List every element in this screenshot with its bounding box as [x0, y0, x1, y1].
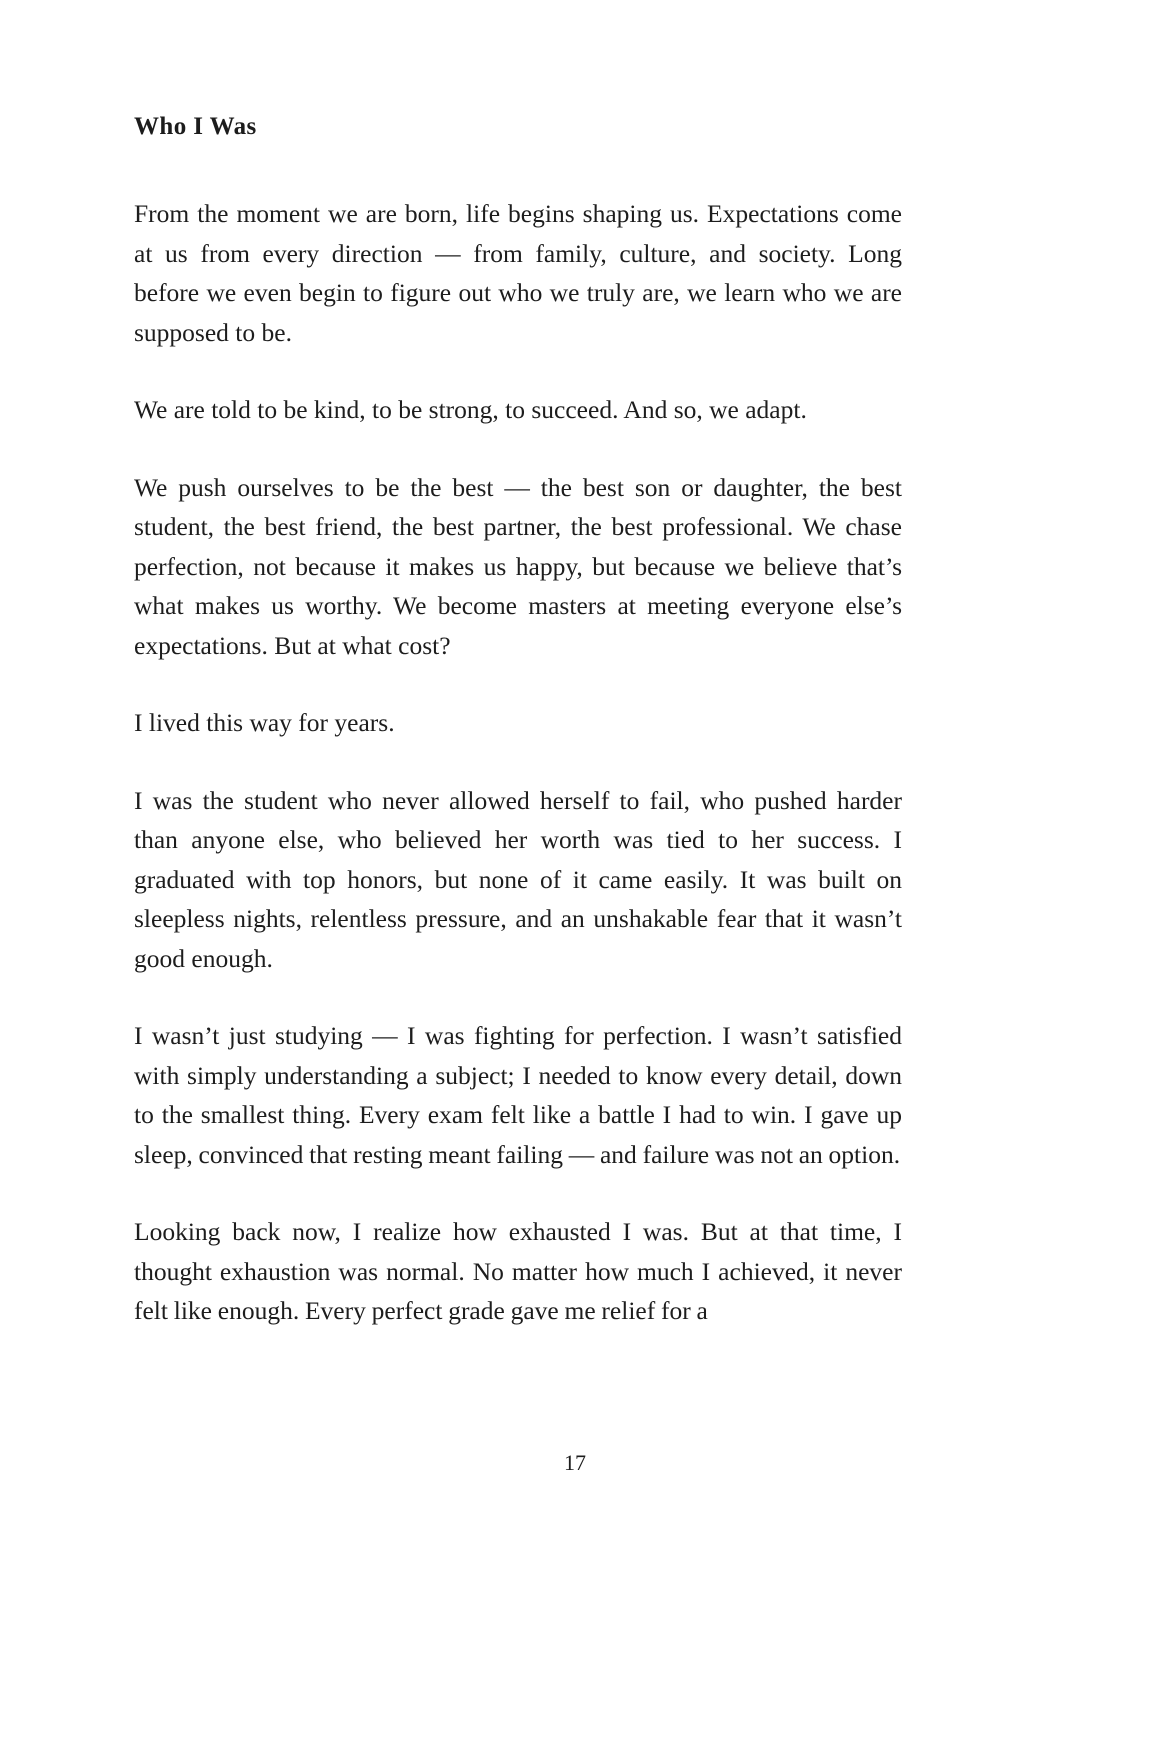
text-column [134, 112, 902, 1331]
body-paragraph-2: We are told to be kind, to be strong, to succeed. And so, we adapt. [134, 395, 807, 424]
body-paragraph-5: I was the student who never allowed herself to fail, who pushed harder than anyone else, who believed her worth was tied to her success. I graduated with top honors, but none of it came easily. It was built on sleepless nights, relentless pressure, and an unshakable fear that it wasn’t good enough. [134, 785, 902, 973]
page-title: Who I Was [134, 113, 257, 140]
body-paragraph-3: We push ourselves to be the best — the best son or daughter, the best student, the best friend, the best partner, the best professional. We chase perfection, not because it makes us happy, but because we believe that’s what makes us worthy. We become masters at meeting everyone else’s expectations. But at what cost? [134, 472, 902, 660]
body-paragraph-1: From the moment we are born, life begins shaping us. Expectations come at us from every direction — from family, culture, and society. Long before we even begin to figure out who we truly are, we learn who we are supposed to be. [134, 199, 902, 347]
body-paragraph-6: I wasn’t just studying — I was fighting for perfection. I wasn’t satisfied with simply understanding a subject; I needed to know every detail, down to the smallest thing. Every exam felt like a battle I had to win. I gave up sleep, convinced that resting meant failing — and failure was not an option. [134, 1021, 902, 1169]
page-number: 17 [564, 1450, 586, 1475]
body-paragraph-7: Looking back now, I realize how exhausted I was. But at that time, I thought exhaustion was normal. No matter how much I achieved, it never felt like enough. Every perfect grade gave me relief for a [134, 1217, 902, 1325]
body-paragraph-4: I lived this way for years. [134, 708, 395, 737]
